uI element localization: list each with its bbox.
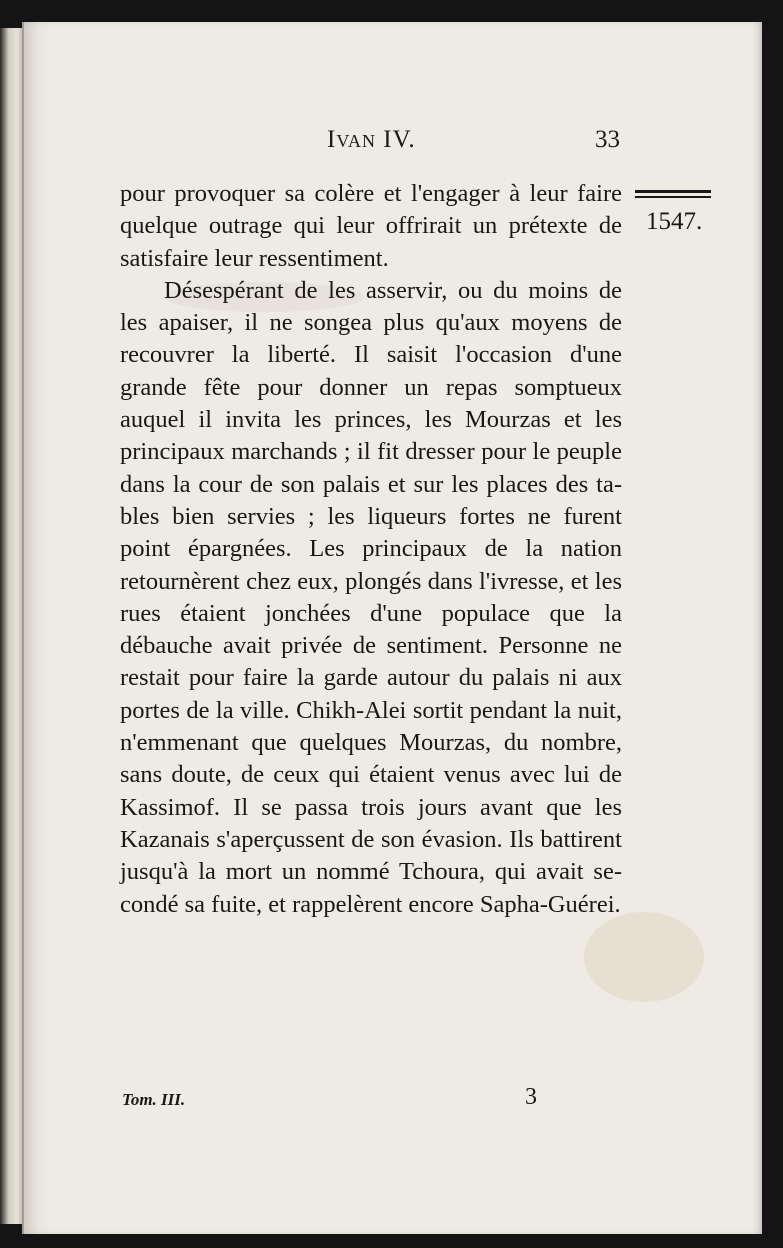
signature-mark: Tom. III. (122, 1090, 186, 1109)
sheet-number: 3 (525, 1084, 537, 1110)
body-text (120, 178, 622, 921)
margin-double-rule (635, 190, 711, 200)
page-number: 33 (595, 126, 620, 153)
running-head-title: Ivan IV. (327, 126, 416, 153)
paragraph: Désespérant de les asservir, ou du moins de les apaiser, il ne songea plus qu'aux moyens de recouvrer la liberté. Il saisit l'occasion d'une grande fête pour donner un repas somptueux auquel il invita les princes, les Mourzas et les principaux marchands ; il fit dresser pour le peuple dans la cour de son palais et sur les places des tables bien servies ; les liqueurs fortes ne furent point épargnées. Les principaux de la nation retournèrent chez eux, plongés dans l'ivresse, et les rues étaient jonchées d'une populace que la débauche avait privée de sentiment. Personne ne restait pour faire la garde autour du palais ni aux portes de la ville. Chikh-Alei sortit pendant la nuit, n'emmenant que quelques Mourzas, du nombre, sans doute, de ceux qui étaient venus avec lui de Kassimof. Il se passa trois jours avant que les Kazanais s'aperçussent de son évasion. Ils battirent jusqu'à la mort un nommé Tchoura, qui avait secondé sa fuite, et rappelèrent encore Sapha-Guérei. (120, 276, 622, 918)
margin-year: 1547. (646, 208, 703, 235)
paper-stain (584, 912, 704, 1002)
facing-page-edge (0, 28, 24, 1224)
running-head (24, 126, 762, 166)
paragraph: pour provoquer sa colère et l'engager à leur faire quelque outrage qui leur offrirait un prétexte de satisfaire leur ressentiment. (120, 180, 622, 272)
page (22, 22, 762, 1234)
